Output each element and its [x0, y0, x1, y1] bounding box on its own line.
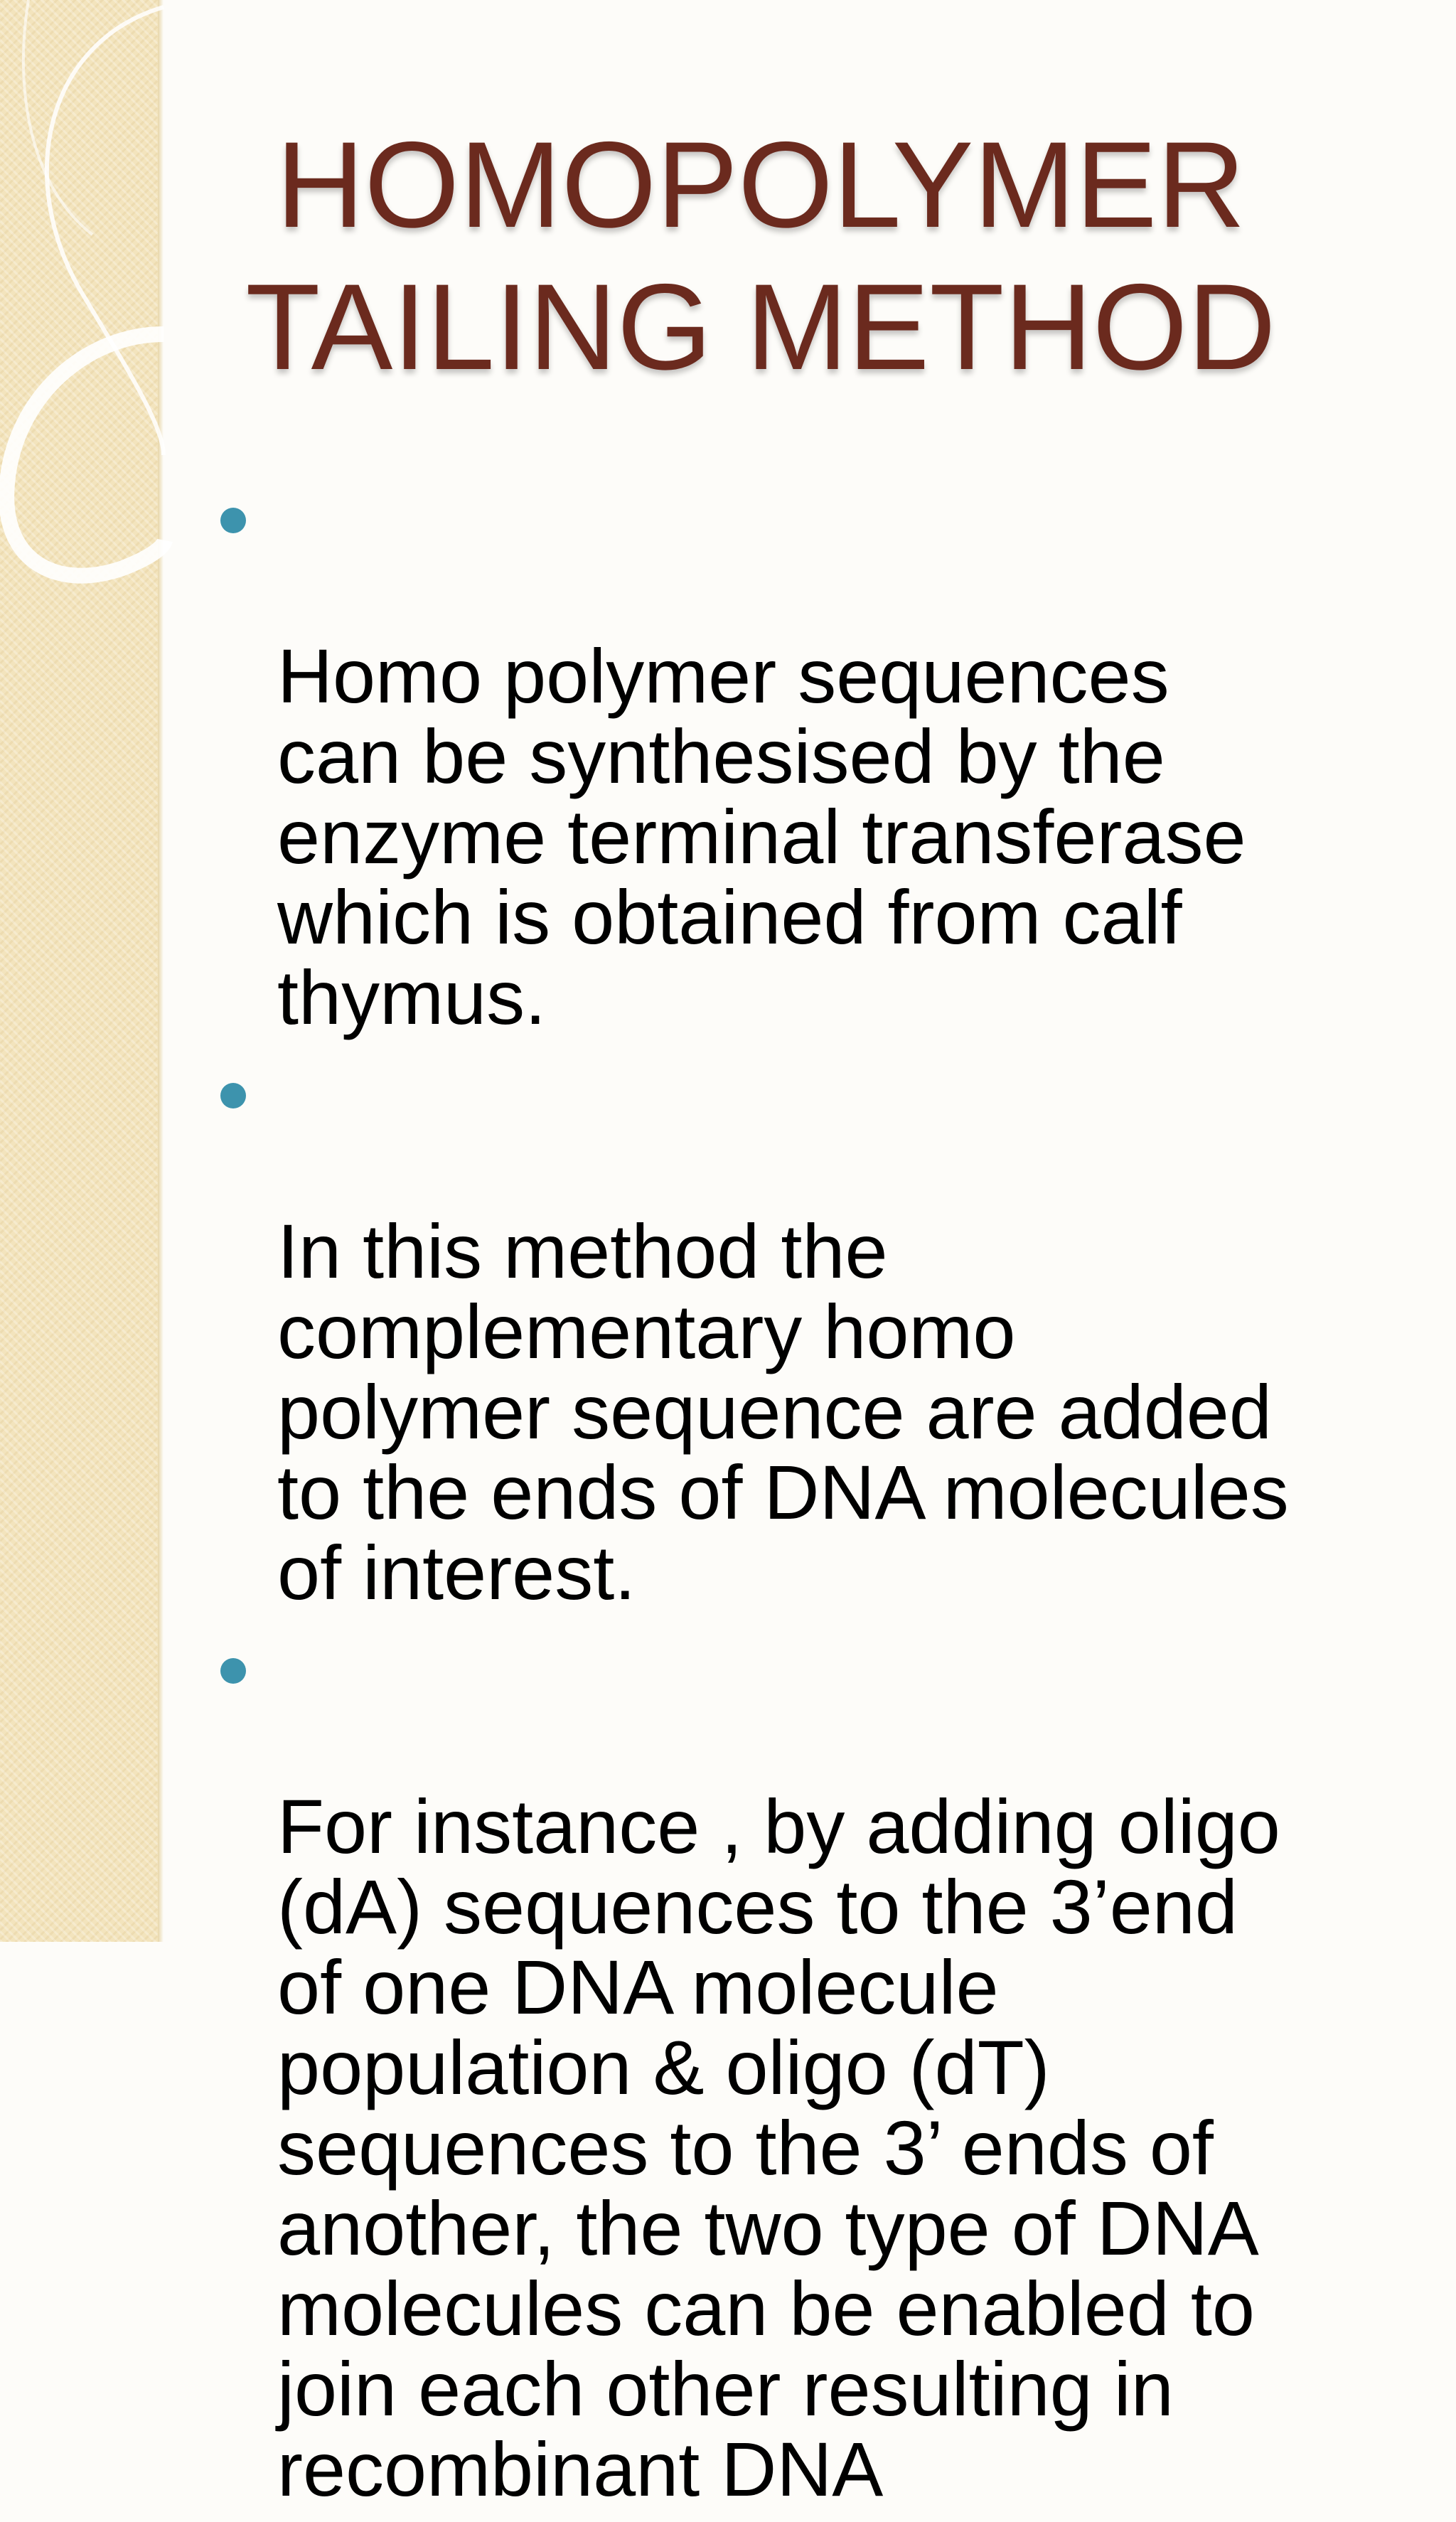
- bullet-list: [206, 475, 1379, 2522]
- bullet-text: In this method the complementary homo polymer sequence are added to the ends of DNA molecules of interest.: [277, 1208, 1289, 1615]
- decorative-swirl: [0, 0, 171, 611]
- bullet-text: For instance , by adding oligo (dA) sequences to the 3’end of one DNA molecule population & oligo (dT) sequences to the 3’ ends of another, the two type of DNA molecules can be enabled to join each other resulting in recombinant DNA: [277, 1783, 1280, 2512]
- bullet-item: [206, 1050, 1379, 1613]
- title-line-2: TAILING METHOD: [245, 259, 1276, 395]
- bullet-text: Homo polymer sequences can be synthesised by the enzyme terminal transferase which is obtained from calf thymus.: [277, 633, 1246, 1040]
- title-line-1: HOMOPOLYMER: [276, 117, 1246, 253]
- swirl-curve-2: [6, 334, 165, 576]
- bullet-item: [206, 475, 1379, 1040]
- bullet-dot-icon: [220, 1083, 246, 1108]
- slide-title: [164, 114, 1358, 398]
- swirl-curve-1: [47, 7, 164, 455]
- bullet-item: [206, 1625, 1379, 2512]
- bullet-dot-icon: [220, 508, 246, 533]
- swirl-curve-3: [23, 0, 92, 235]
- bullet-dot-icon: [220, 1658, 246, 1684]
